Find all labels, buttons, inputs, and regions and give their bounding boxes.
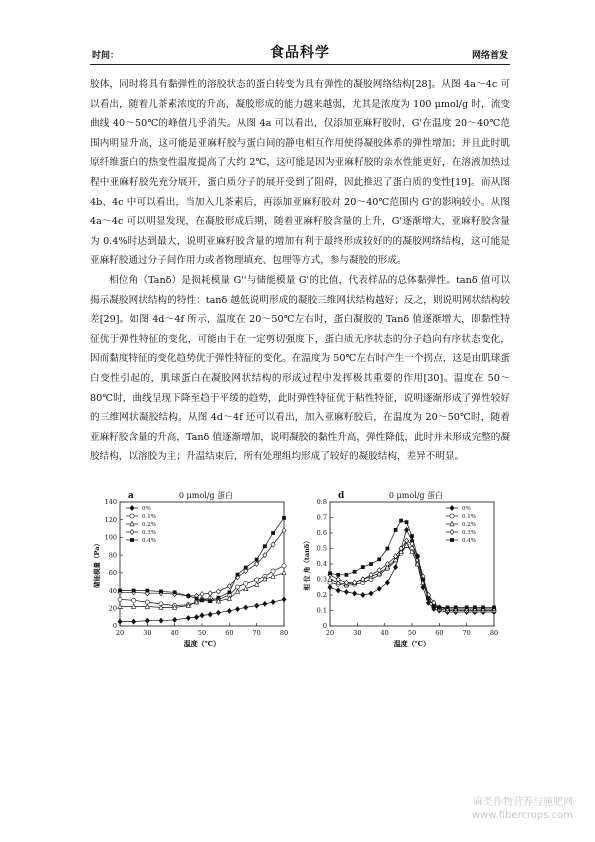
data-point — [208, 591, 212, 596]
data-point — [450, 538, 454, 542]
data-point — [159, 618, 163, 623]
data-point — [361, 593, 365, 598]
paragraph-2: 相位角（Tanδ）是损耗模量 G''与储能模量 G'的比值，代表样品的总体黏弹性。tanδ 值可以揭示凝胶网状结构的特性：tanδ 越低说明形成的凝胶三维网状结构越好；反之，则说明网状结构较差[29]。如图 4d～4f 所示，温度在 20～50℃左右时，蛋白凝胶的 Tanδ 值逐渐增大，即黏性特征优于弹性特征的变化，可能由于在一定剪切强度下，蛋白质无序状态的分子趋向有序状态变化，因而黏度特征的变化趋势优于弹性特征的变化。在温度为 50℃左右时产生一个拐点，这是由肌球蛋白变性引起的，肌球蛋白在凝胶网状结构的形成过程中发挥极其重要的作用[30]。温度在 50～80℃时，曲线呈现下降至趋于平缓的趋势，此时弹性特征优于粘性特征，说明逐渐形成了弹性较好的三维网状凝胶结构。从图 4d～4f 还可以看出，加入亚麻籽胶后，在温度为 20～50℃时，随着亚麻籽胶含量的升高，Tanδ 值逐渐增加，说明凝胶的黏性升高，弹性降低，此时并未形成完整的凝胶结构，以溶胶为主；升温结束后，所有处理组均形成了较好的凝胶结构，差异不明显。 — [90, 274, 510, 463]
data-point — [173, 617, 177, 622]
data-point — [404, 527, 408, 532]
legend-label: 0.1% — [142, 514, 156, 520]
legend-label: 0.4% — [462, 538, 476, 544]
x-tick-label: 80 — [489, 629, 499, 637]
legend-label: 0.3% — [142, 530, 156, 536]
data-point — [454, 606, 458, 610]
data-point — [255, 582, 259, 586]
data-point — [217, 596, 221, 600]
data-point — [353, 591, 357, 596]
data-point — [271, 600, 275, 605]
legend-entry — [126, 522, 156, 529]
series-line — [330, 545, 494, 610]
y-axis-label: 相 位 角（tanδ） — [303, 537, 311, 591]
y-tick-label: 0.2 — [316, 591, 327, 600]
plot-frame — [120, 502, 284, 626]
data-point — [208, 612, 212, 617]
legend-entry — [446, 530, 476, 537]
panel-label: a — [128, 491, 134, 501]
legend-entry — [126, 514, 156, 520]
data-point — [328, 585, 332, 590]
data-point — [369, 562, 373, 566]
data-point — [450, 514, 454, 518]
x-axis-label: 温度（℃） — [183, 639, 221, 648]
page-header — [90, 42, 510, 65]
data-point — [369, 591, 373, 596]
y-tick-label: 40 — [108, 586, 117, 595]
data-point — [145, 618, 149, 623]
data-point — [353, 570, 357, 574]
online-first-label: 网络首发 — [471, 51, 508, 61]
data-point — [118, 589, 122, 593]
journal-title: 食品科学 — [270, 45, 330, 61]
y-tick-label: 140 — [104, 498, 117, 507]
legend-entry — [126, 538, 156, 544]
data-point — [328, 571, 332, 575]
x-tick-label: 70 — [252, 629, 261, 637]
chart-title: 0 μmol/g 蛋白 — [388, 491, 444, 500]
x-tick-label: 60 — [225, 629, 234, 637]
y-tick-label: 0.7 — [316, 513, 327, 522]
data-point — [244, 605, 248, 610]
data-point — [446, 606, 450, 610]
data-point — [186, 616, 190, 621]
data-point — [118, 619, 122, 624]
x-tick-label: 60 — [435, 629, 444, 637]
y-tick-label: 20 — [108, 604, 117, 613]
y-tick-label: 0.1 — [316, 606, 327, 615]
data-point — [216, 610, 220, 615]
y-tick-label: 0.8 — [316, 498, 327, 507]
data-point — [130, 514, 134, 518]
data-point — [263, 601, 267, 606]
article-body — [90, 75, 510, 467]
data-point — [385, 580, 389, 585]
x-tick-label: 20 — [115, 629, 125, 637]
panel-label: d — [338, 491, 345, 501]
x-tick-label: 70 — [462, 629, 471, 637]
y-tick-label: 80 — [108, 551, 117, 560]
x-tick-label: 50 — [407, 629, 417, 637]
y-tick-label: 0.6 — [316, 529, 327, 538]
paragraph-1: 胶体，同时将具有黏弹性的溶胶状态的蛋白转变为具有弹性的凝胶网络结构[28]。从图 4a～4c 可以看出，随着儿茶素浓度的升高，凝胶形成的能力越来越弱，尤其是浓度为 100 μmol/g 时，流变曲线 40～50℃的峰值几乎消失。从图 4a 可以看出，仅添加亚麻籽胶时，G'在温度 20～40℃范围内明显升高，这可能是亚麻籽胶与蛋白间的静电相互作用使得凝胶体系的弹性增加；并且此时肌原纤维蛋白的热变性温度提高了大约 2℃，这可能是因为亚麻籽胶的亲水性能更好，在溶液加热过程中亚麻籽胶先充分展开，蛋白质分子的展开受到了阻碍，因此推迟了蛋白质的变性[19]。而从图 4b、4c 中可以看出，当加入儿茶素后，再添加亚麻籽胶对 20～40℃范围内 G'的影响较小。从图 4a～4c 可以明显发现，在凝胶形成后期，随着亚麻籽胶含量的上升，G'逐渐增大，亚麻籽胶含量为 0.4%时达到最大，说明亚麻籽胶含量的增加有利于最终形成较好的的凝胶网络结构，这可能是亚麻籽胶通过分子间作用力或者物理填充、包埋等方式，参与凝胶的形成。 — [90, 79, 510, 267]
data-point — [492, 606, 496, 610]
data-point — [336, 588, 340, 593]
data-point — [118, 597, 122, 601]
data-point — [216, 589, 220, 594]
legend-label: 0% — [142, 506, 151, 512]
y-tick-label: 0.4 — [316, 560, 327, 569]
legend-label: 0.3% — [462, 530, 476, 536]
header-time-label: 时间： — [92, 51, 120, 61]
data-point — [399, 519, 403, 523]
series-0.2% — [118, 570, 286, 609]
x-tick-label: 40 — [170, 629, 179, 637]
data-point — [159, 590, 163, 594]
data-point — [361, 565, 365, 569]
legend-entry — [446, 514, 476, 520]
data-point — [255, 603, 259, 608]
data-point — [386, 547, 390, 551]
y-tick-label: 0.3 — [316, 575, 327, 584]
data-point — [394, 528, 398, 532]
data-point — [227, 608, 231, 613]
data-point — [416, 554, 420, 558]
legend-label: 0.2% — [142, 522, 156, 528]
data-point — [465, 606, 469, 610]
chart-phase-angle — [300, 490, 500, 655]
y-tick-label: 0 — [112, 622, 117, 631]
legend-entry — [126, 530, 156, 537]
data-point — [271, 569, 275, 573]
data-point — [282, 564, 286, 568]
data-point — [405, 520, 409, 524]
series-line — [120, 573, 284, 608]
data-point — [132, 598, 136, 602]
data-point — [427, 596, 431, 600]
data-point — [244, 581, 248, 585]
data-point — [282, 516, 286, 520]
watermark-url: www.fibercrops.com — [471, 810, 573, 821]
legend-label: 0% — [462, 506, 471, 512]
legend-entry — [126, 506, 151, 513]
x-tick-label: 20 — [325, 629, 335, 637]
site-watermark — [472, 796, 573, 822]
data-point — [377, 557, 381, 561]
legend-entry — [446, 538, 476, 544]
data-point — [194, 615, 198, 620]
y-tick-label: 0 — [322, 622, 327, 631]
data-point — [421, 578, 425, 582]
data-point — [186, 594, 190, 598]
data-point — [235, 607, 239, 612]
legend-label: 0.4% — [142, 538, 156, 544]
data-point — [132, 589, 136, 593]
data-point — [450, 530, 454, 535]
data-point — [195, 597, 199, 601]
data-point — [208, 599, 212, 603]
data-point — [377, 586, 381, 591]
data-point — [282, 597, 286, 602]
data-point — [271, 531, 275, 535]
x-tick-label: 30 — [353, 629, 362, 637]
legend-label: 0.2% — [462, 522, 476, 528]
y-tick-label: 60 — [108, 569, 117, 578]
data-point — [236, 573, 240, 577]
data-point — [394, 565, 398, 570]
data-point — [345, 573, 349, 577]
figure-4 — [90, 490, 510, 655]
data-point — [145, 589, 149, 593]
watermark-site-name: 麻类作物营养与施肥网 — [473, 797, 573, 808]
data-point — [130, 538, 134, 542]
series-0.2% — [328, 543, 496, 611]
data-point — [244, 566, 248, 570]
data-point — [227, 590, 231, 594]
series-line — [330, 545, 494, 609]
data-point — [336, 577, 340, 582]
data-point — [282, 570, 286, 574]
y-tick-label: 100 — [104, 533, 117, 542]
data-point — [410, 534, 414, 538]
legend-label: 0.1% — [462, 514, 476, 520]
data-point — [437, 606, 441, 610]
y-axis-label: 储能模量（Pa） — [93, 540, 101, 588]
data-point — [130, 530, 134, 535]
data-point — [200, 598, 204, 602]
data-point — [200, 592, 204, 597]
data-point — [481, 606, 485, 610]
legend-entry — [446, 522, 476, 529]
x-tick-label: 40 — [380, 629, 389, 637]
data-point — [432, 604, 436, 608]
x-tick-label: 80 — [279, 629, 289, 637]
x-tick-label: 50 — [197, 629, 207, 637]
data-point — [255, 558, 259, 562]
data-point — [450, 506, 454, 511]
data-point — [132, 619, 136, 624]
chart-storage-modulus — [90, 490, 290, 655]
y-tick-label: 0.5 — [316, 544, 327, 553]
data-point — [336, 573, 340, 577]
x-tick-label: 30 — [143, 629, 152, 637]
data-point — [473, 606, 477, 610]
data-point — [173, 590, 177, 594]
legend-entry — [446, 506, 471, 513]
data-point — [344, 589, 348, 594]
chart-title: 0 μmol/g 蛋白 — [178, 491, 234, 500]
x-axis-label: 温度（℃） — [393, 639, 431, 648]
data-point — [263, 544, 267, 548]
y-tick-label: 120 — [104, 515, 117, 524]
data-point — [130, 506, 134, 511]
data-point — [200, 613, 204, 618]
